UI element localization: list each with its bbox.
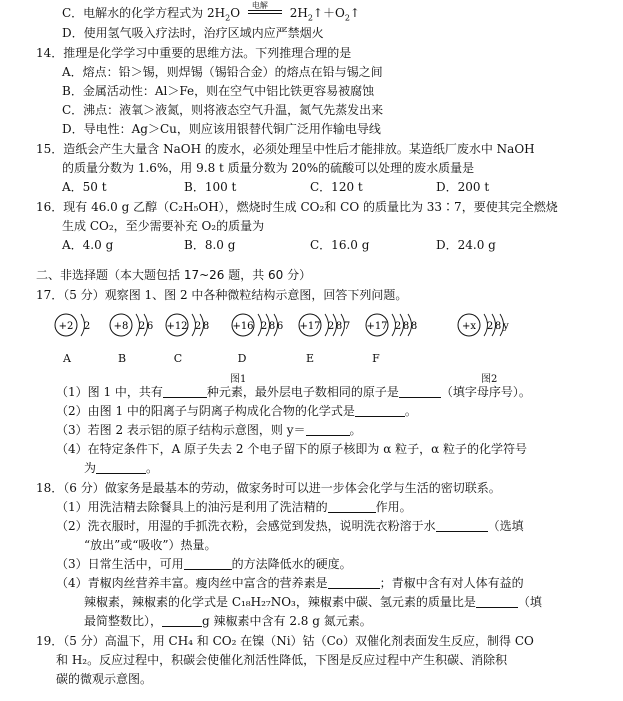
q19-stem-line1: 19．（5 分）高温下，用 CH₄ 和 CO₂ 在镍（Ni）钴（Co）双催化剂表面发生反应，制得 CO <box>36 634 534 648</box>
figure-1-caption: 图1 <box>230 374 247 385</box>
q16-option-b: B．8.0 g <box>184 238 236 252</box>
q13-option-d: D．使用氢气吸入疗法时，治疗区域内应严禁烟火 <box>62 26 324 40</box>
q18-part4-line3: 最简整数比）， g 辣椒素中含有 2.8 g 氮元素。 <box>84 614 372 628</box>
q19-stem-line3: 碳的微观示意图。 <box>56 672 153 686</box>
shell-electron-count: y <box>503 321 509 332</box>
shell-electron-count: 8 <box>402 321 410 332</box>
atom-figure-2 <box>458 314 509 336</box>
q17-stem: 17．（5 分）观察图 1、图 2 中各种微粒结构示意图，回答下列问题。 <box>36 288 408 302</box>
q18-part3: （3）日常生活中，可用 的方法降低水的硬度。 <box>56 557 352 571</box>
q16-stem-line2: 生成 CO₂，至少需要补充 O₂的质量为 <box>62 219 265 233</box>
q17-part4-line2: 为 。 <box>84 461 159 475</box>
shell-electron-count: 6 <box>146 321 154 332</box>
q14-stem: 14．推理是化学学习中重要的思维方法。下列推理合理的是 <box>36 46 352 60</box>
q18-part2-line1: （2）洗衣服时，用湿的手抓洗衣粉，会感觉到发热，说明洗衣粉溶于水 （选填 <box>56 519 524 533</box>
atom-d <box>232 314 283 336</box>
atom-label-f: F <box>372 352 380 365</box>
nucleus-charge: +8 <box>113 321 129 332</box>
figure-2-caption: 图2 <box>481 374 498 385</box>
shell-electron-count: 8 <box>202 321 210 332</box>
q15-stem-line2: 的质量分数为 1.6%，用 9.8 t 质量分数为 20%的硫酸可以处理的废水质量是 <box>62 161 475 175</box>
nucleus-charge: +16 <box>232 321 254 332</box>
q17-part3: （3）若图 2 表示铝的原子结构示意图，则 y＝ 。 <box>56 423 362 437</box>
shell-electron-count: 8 <box>335 321 343 332</box>
q16-option-d: D．24.0 g <box>436 238 496 252</box>
shell-electron-count: 8 <box>268 321 276 332</box>
shell-electron-count: 2 <box>486 321 494 332</box>
answer-blank[interactable] <box>476 595 518 608</box>
nucleus-charge: +17 <box>299 321 321 332</box>
q14-option-b: B．金属活动性：Al＞Fe，则在空气中铝比铁更容易被腐蚀 <box>62 84 375 98</box>
shell-electron-count: 2 <box>194 321 202 332</box>
q17-part2: （2）由图 1 中的阳离子与阴离子构成化合物的化学式是 。 <box>56 404 417 418</box>
nucleus-charge: +12 <box>166 321 188 332</box>
atom-label-a: A <box>63 352 71 365</box>
nucleus-charge: +2 <box>58 321 74 332</box>
q14-option-d: D．导电性：Ag＞Cu，则应该用银替代铜广泛用作输电导线 <box>62 122 381 136</box>
q15-option-a: A．50 t <box>62 180 107 194</box>
answer-blank[interactable] <box>436 519 488 532</box>
q14-option-a: A．熔点：铅＞锡，则焊锡（锡铅合金）的熔点在铅与锡之间 <box>62 65 383 79</box>
answer-blank[interactable] <box>163 385 207 398</box>
q15-option-c: C．120 t <box>310 180 363 194</box>
shell-electron-count: 2 <box>83 321 91 332</box>
shell-electron-count: 6 <box>276 321 284 332</box>
shell-electron-count: 2 <box>260 321 268 332</box>
nucleus-charge: +x <box>461 321 477 332</box>
electrolysis-arrow: 电解 <box>248 4 282 22</box>
atom-label-b: B <box>117 352 127 365</box>
q15-option-b: B．100 t <box>184 180 237 194</box>
q15-stem-line1: 15．造纸会产生大量含 NaOH 的废水，必须处理呈中性后才能排放。某造纸厂废水中 NaOH <box>36 142 535 156</box>
atom-f <box>366 314 417 336</box>
q18-part4-line1: （4）青椒肉丝营养丰富。瘦肉丝中富含的营养素是 ；青椒中含有对人体有益的 <box>56 576 524 590</box>
q15-option-d: D．200 t <box>436 180 490 194</box>
shell-electron-count: 2 <box>394 321 402 332</box>
atom-structure-diagram <box>44 304 514 354</box>
answer-blank[interactable] <box>328 500 376 513</box>
answer-blank[interactable] <box>184 557 232 570</box>
answer-blank[interactable] <box>328 576 380 589</box>
shell-electron-count: 7 <box>343 321 351 332</box>
atom-label-d: D <box>237 352 247 365</box>
q16-option-a: A．4.0 g <box>62 238 114 252</box>
q18-part2-line2: “放出”或“吸收”）热量。 <box>84 538 217 552</box>
shell-electron-count: 8 <box>494 321 502 332</box>
shell-electron-count: 2 <box>327 321 335 332</box>
q18-part1: （1）用洗洁精去除餐具上的油污是利用了洗洁精的 作用。 <box>56 500 412 514</box>
q14-option-c: C．沸点：液氧＞液氮，则将液态空气升温，氮气先蒸发出来 <box>62 103 384 117</box>
atom-a <box>55 314 90 336</box>
atom-c <box>166 314 209 336</box>
atom-b <box>110 314 153 336</box>
q16-stem-line1: 16．现有 46.0 g 乙醇（C₂H₅OH），燃烧时生成 CO₂和 CO 的质量比为 33∶7，要使其完全燃烧 <box>36 200 558 214</box>
atom-label-e: E <box>305 352 315 365</box>
q18-part4-line2: 辣椒素，辣椒素的化学式是 C₁₈H₂₇NO₃，辣椒素中碳、氢元素的质量比是 （填 <box>84 595 542 609</box>
answer-blank[interactable] <box>399 385 441 398</box>
atom-e <box>299 314 350 336</box>
answer-blank[interactable] <box>96 461 146 474</box>
q19-stem-line2: 和 H₂。反应过程中，积碳会使催化剂活性降低，下图是反应过程中产生积碳、消除积 <box>56 653 508 667</box>
shell-electron-count: 2 <box>138 321 146 332</box>
answer-blank[interactable] <box>306 423 350 436</box>
q17-part4-line1: （4）在特定条件下，A 原子失去 2 个电子留下的原子核即为 α 粒子，α 粒子的化学符号 <box>56 442 528 456</box>
section-two-heading: 二、非选择题（本大题包括 17~26 题，共 60 分） <box>36 268 312 282</box>
q16-option-c: C．16.0 g <box>310 238 370 252</box>
nucleus-charge: +17 <box>366 321 388 332</box>
q18-stem: 18．（6 分）做家务是最基本的劳动，做家务时可以进一步体会化学与生活的密切联系。 <box>36 481 501 495</box>
answer-blank[interactable] <box>162 614 202 627</box>
atom-label-c: C <box>173 352 183 365</box>
q13-option-c: C．电解水的化学方程式为 $2H_2O$ 电解 $2H_2↑+O_2↑$ <box>62 1 360 23</box>
shell-electron-count: 8 <box>410 321 418 332</box>
answer-blank[interactable] <box>355 404 405 417</box>
q17-part1: （1）图 1 中，共有 种元素，最外层电子数相同的原子是 （填字母序号）。 <box>56 385 531 399</box>
